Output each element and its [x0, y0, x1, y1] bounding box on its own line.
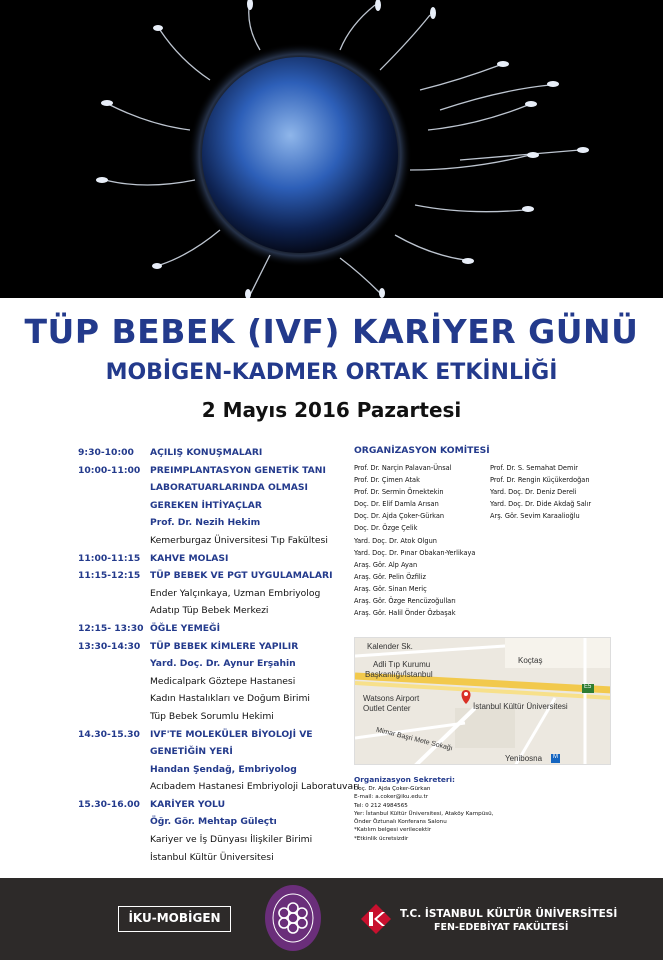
committee-column-2 — [490, 462, 591, 522]
schedule-time: 11:15-12:15 — [78, 570, 141, 582]
schedule-speaker: Öğr. Gör. Mehtap Güleçtı — [150, 816, 277, 828]
schedule-time: 12:15- 13:30 — [78, 622, 144, 634]
schedule-row — [78, 655, 363, 673]
schedule-time: 10:00-11:00 — [78, 464, 141, 476]
committee-member: Prof. Dr. Rengin Küçükerdoğan — [490, 476, 590, 485]
committee-member: Prof. Dr. Narçin Palavan-Ünsal — [354, 464, 452, 472]
schedule-item: LABORATUARLARINDA OLMASI — [150, 482, 308, 494]
committee-member: Araş. Gör. Sinan Meriç — [354, 584, 427, 593]
schedule-item: TÜP BEBEK VE PGT UYGULAMALARI — [150, 570, 333, 582]
schedule-affiliation: Kadın Hastalıkları ve Doğum Birimi — [150, 693, 310, 705]
schedule-time: 14.30-15.30 — [78, 728, 140, 740]
secretariat-line: Doç. Dr. Ajda Çoker-Gürkan — [354, 786, 431, 792]
iku-logo-icon — [360, 903, 392, 935]
organization-committee — [354, 444, 654, 618]
schedule-item: TÜP BEBEK KİMLERE YAPILIR — [150, 640, 299, 652]
schedule-item: IVF'TE MOLEKÜLER BİYOLOJİ VE — [150, 728, 313, 740]
schedule-row — [78, 831, 363, 849]
committee-member: Doç. Dr. Elif Damla Arısan — [354, 500, 439, 509]
schedule-row — [78, 761, 363, 779]
schedule-row — [78, 602, 363, 620]
schedule-item: KARİYER YOLU — [150, 798, 226, 810]
committee-member: Prof. Dr. S. Semahat Demir — [490, 464, 578, 472]
schedule-item: GENETİĞİN YERİ — [150, 746, 233, 758]
schedule-row — [78, 514, 363, 532]
university-line-1: T.C. İSTANBUL KÜLTÜR ÜNİVERSİTESİ — [400, 908, 618, 920]
schedule-item: PREIMPLANTASYON GENETİK TANI — [150, 464, 326, 476]
event-date: 2 Mayıs 2016 Pazartesi — [201, 398, 462, 422]
committee-member: Araş. Gör. Halil Önder Özbaşak — [354, 609, 456, 618]
schedule-row — [78, 585, 363, 603]
schedule-row — [78, 532, 363, 550]
schedule-row — [78, 567, 363, 585]
event-subtitle: MOBİGEN-KADMER ORTAK ETKİNLİĞİ — [105, 360, 558, 385]
schedule-row — [78, 673, 363, 691]
university-name — [400, 907, 617, 934]
committee-member: Prof. Dr. Çimen Atak — [354, 476, 420, 485]
schedule-affiliation: Adatıp Tüp Bebek Merkezi — [150, 605, 269, 617]
schedule-row — [78, 849, 363, 867]
schedule-row — [78, 550, 363, 568]
schedule — [78, 444, 363, 866]
schedule-row — [78, 497, 363, 515]
committee-member: Doç. Dr. Özge Çelik — [354, 524, 418, 533]
iku-mobigen-logo: İKU-MOBİGEN — [118, 906, 231, 932]
map-label: E5 — [584, 684, 592, 690]
committee-column-1 — [354, 462, 475, 619]
metro-icon: M — [553, 754, 558, 760]
committee-member: Yard. Doç. Dr. Atok Olgun — [354, 536, 437, 545]
schedule-affiliation: Ender Yalçınkaya, Uzman Embriyolog — [150, 587, 321, 599]
schedule-item: ÖĞLE YEMEĞİ — [150, 622, 220, 634]
schedule-item: GEREKEN İHTİYAÇLAR — [150, 499, 262, 511]
committee-member: Araş. Gör. Alp Ayan — [354, 560, 418, 569]
schedule-item: KAHVE MOLASI — [150, 552, 229, 564]
schedule-row — [78, 796, 363, 814]
schedule-row — [78, 479, 363, 497]
kadmer-seal-icon — [264, 884, 322, 952]
committee-member: Araş. Gör. Özge Rencüzoğulları — [354, 597, 456, 606]
event-title: TÜP BEBEK (IVF) KARİYER GÜNÜ — [24, 312, 639, 351]
secretariat-line: *Etkinlik ücretsizdir — [354, 835, 409, 842]
schedule-row — [78, 462, 363, 480]
schedule-row — [78, 638, 363, 656]
schedule-row — [78, 690, 363, 708]
map-label: Kalender Sk. — [367, 642, 413, 651]
schedule-row — [78, 813, 363, 831]
secretariat-title: Organizasyon Sekreteri: — [354, 775, 456, 784]
secretariat-line: Yer: İstanbul Kültür Üniversitesi, Ataköy Kampüsü, — [354, 810, 494, 817]
hero-image — [0, 0, 663, 298]
schedule-affiliation: Tüp Bebek Sorumlu Hekimi — [150, 710, 274, 722]
secretariat-line: Tel: 0 212 4984565 — [354, 802, 408, 809]
schedule-time: 11:00-11:15 — [78, 552, 141, 564]
map-label: Mimar Başri Mete Sokağı — [375, 726, 454, 753]
schedule-row — [78, 620, 363, 638]
schedule-affiliation: Kemerburgaz Üniversitesi Tıp Fakültesi — [150, 534, 328, 546]
secretariat — [354, 775, 614, 843]
committee-member: Doç. Dr. Ajda Çoker-Gürkan — [354, 512, 445, 521]
schedule-row — [78, 444, 363, 462]
committee-member: Araş. Gör. Pelin Özfiliz — [354, 572, 426, 581]
map-label: Koçtaş — [518, 656, 543, 665]
committee-member: Prof. Dr. Sermin Örnektekin — [354, 488, 444, 497]
committee-member: Yard. Doç. Dr. Pınar Obakan-Yerlikaya — [354, 548, 476, 557]
secretariat-line: *Katılım belgesi verilecektir — [354, 827, 432, 834]
schedule-speaker: Yard. Doç. Dr. Aynur Erşahin — [150, 658, 296, 670]
secretariat-line: Önder Öztunalı Konferans Salonu — [354, 819, 447, 826]
map-label: Watsons Airport — [363, 694, 420, 703]
committee-member: Yard. Doç. Dr. Deniz Dereli — [490, 488, 577, 497]
schedule-affiliation: Medicalpark Göztepe Hastanesi — [150, 675, 296, 687]
schedule-row — [78, 708, 363, 726]
map-label: Yenibosna — [505, 754, 543, 763]
schedule-time: 9:30-10:00 — [78, 447, 134, 458]
map-label: Başkanlığı/İstanbul — [365, 670, 433, 679]
schedule-speaker: Prof. Dr. Nezih Hekim — [150, 517, 261, 529]
schedule-time: 13:30-14:30 — [78, 640, 141, 652]
schedule-affiliation: Kariyer ve İş Dünyası İlişkiler Birimi — [150, 834, 313, 846]
committee-title: ORGANİZASYON KOMİTESİ — [354, 445, 490, 456]
schedule-row — [78, 778, 363, 796]
schedule-row — [78, 743, 363, 761]
schedule-item: AÇILIŞ KONUŞMALARI — [150, 447, 263, 458]
committee-member: Yard. Doç. Dr. Dide Akdağ Salır — [490, 500, 592, 509]
schedule-affiliation: Acıbadem Hastanesi Embriyoloji Laboratuvarı — [150, 781, 360, 793]
schedule-affiliation: İstanbul Kültür Üniversitesi — [150, 851, 274, 863]
secretariat-line[interactable]: E-mail: a.coker@iku.edu.tr — [354, 794, 429, 801]
university-line-2: FEN-EDEBİYAT FAKÜLTESİ — [434, 922, 569, 933]
schedule-time: 15.30-16.00 — [78, 798, 140, 810]
schedule-speaker: Handan Şendağ, Embriyolog — [150, 763, 297, 775]
map-label: İstanbul Kültür Üniversitesi — [473, 702, 568, 711]
committee-member: Arş. Gör. Sevim Karaalioğlu — [490, 512, 580, 521]
map-label: Adli Tıp Kurumu — [373, 660, 431, 669]
schedule-row — [78, 726, 363, 744]
map-label: Outlet Center — [363, 704, 411, 713]
location-map[interactable] — [354, 637, 611, 765]
